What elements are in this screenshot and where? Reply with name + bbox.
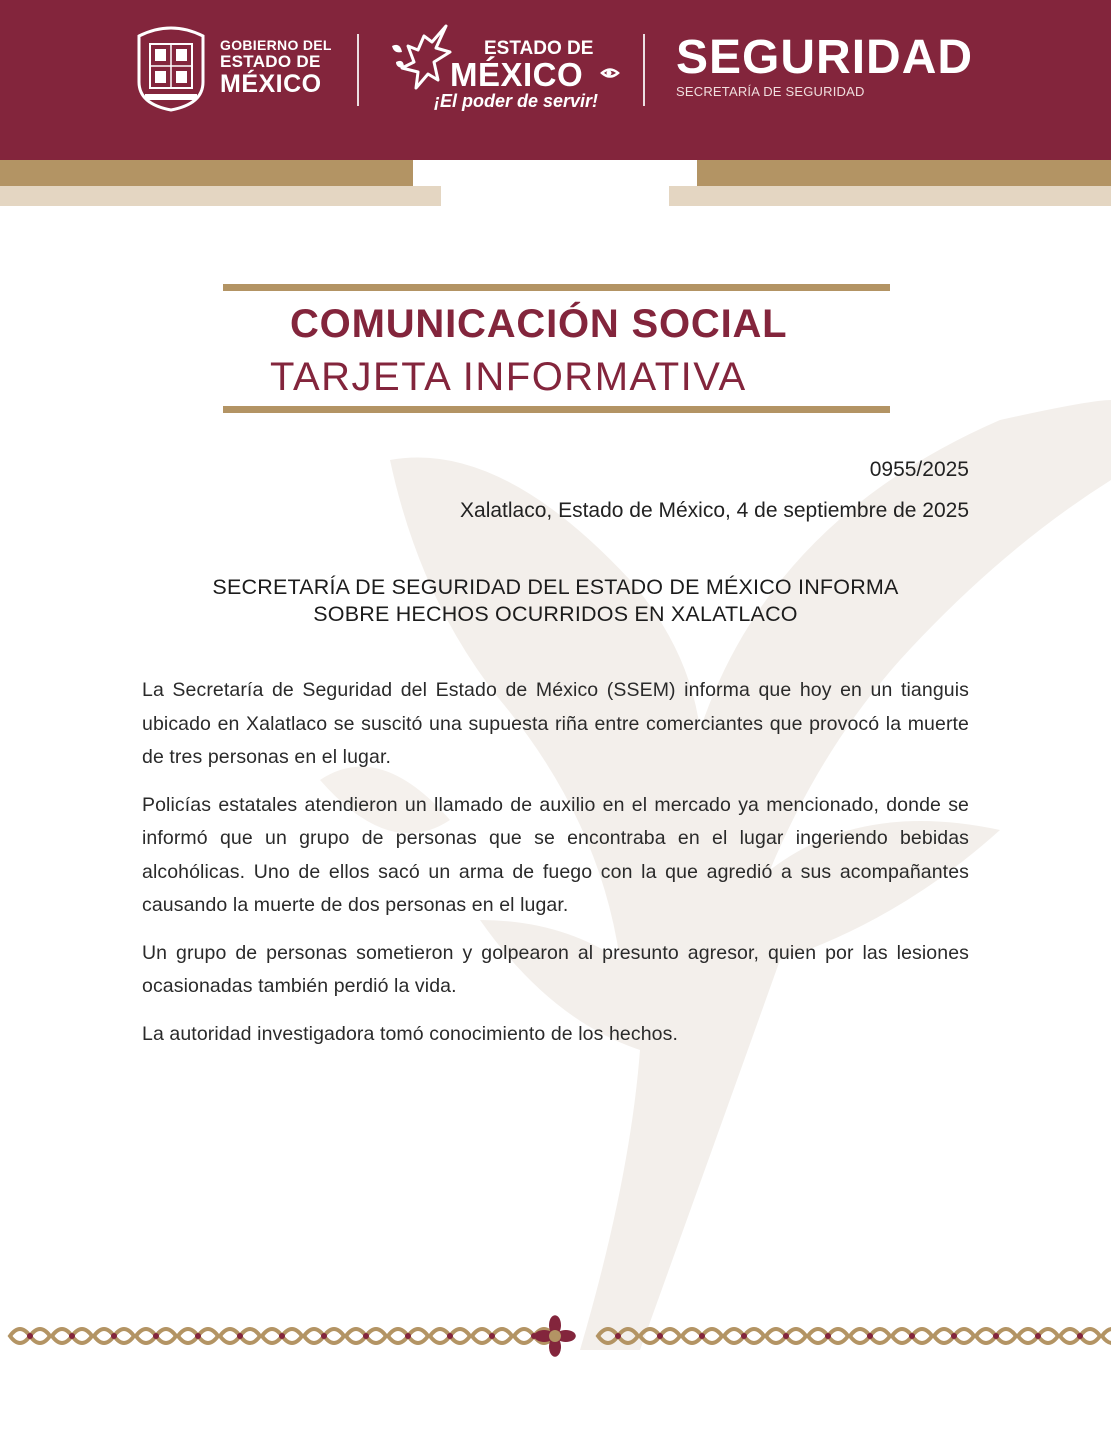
ornament-motif [388,1329,428,1343]
ornament-motif [724,1329,764,1343]
header-gold-bar-right [697,160,1111,186]
ornament-motif [430,1329,470,1343]
gobierno-line-1: GOBIERNO DEL [220,37,332,53]
headline [142,574,969,628]
seguridad-subtitle: SECRETARÍA DE SEGURIDAD [676,84,865,99]
headline-line-1: SECRETARÍA DE SEGURIDAD DEL ESTADO DE MÉXICO INFORMA [212,575,899,599]
ornament-center-flower [534,1315,576,1357]
ornament-motif [1102,1329,1111,1343]
ornament-motif [52,1329,92,1343]
ornament-motif [808,1329,848,1343]
estado-line-2: MÉXICO [450,56,584,93]
ornament-motif [976,1329,1016,1343]
document-number: 0955/2025 [869,458,969,481]
seguridad-title: SEGURIDAD [676,31,974,84]
ornament-motif [472,1329,512,1343]
ornament-motif [346,1329,386,1343]
footer-ornament-icon [0,1306,1111,1366]
ornament-motif [598,1329,638,1343]
flower-small-icon [598,62,620,84]
seguridad-logo-text [676,31,974,99]
gobierno-line-3: MÉXICO [220,69,322,98]
header-divider-1 [357,34,359,106]
body-paragraph-2: Policías estatales atendieron un llamado de auxilio en el mercado ya mencionado, donde se informó que un grupo de personas que se encontraba en el lugar ingeriendo bebidas alcohólicas. Uno de ellos sacó un arma de fuego con la que agredió a sus acompañantes causando la muerte de dos personas en el lugar. [142,793,969,916]
ornament-motif [934,1329,974,1343]
ornament-motif [1060,1329,1100,1343]
header-beige-bar-right [669,186,1111,206]
body-text [142,674,969,1065]
title-sub: TARJETA INFORMATIVA [270,355,747,399]
ornament-motif [766,1329,806,1343]
ornament-motif [850,1329,890,1343]
ornament-motif [94,1329,134,1343]
header-gold-bar-left [0,160,413,186]
title-rule-top [223,284,890,291]
gobierno-logo-text [220,38,332,97]
gobierno-line-2: ESTADO DE [220,51,321,71]
place-date: Xalatlaco, Estado de México, 4 de septiembre de 2025 [460,499,969,522]
header-beige-bar-left [0,186,441,206]
ornament-motif [892,1329,932,1343]
estado-slogan: ¡El poder de servir! [434,91,599,111]
header-divider-2 [643,34,645,106]
ornament-motif [178,1329,218,1343]
body-paragraph-4: La autoridad investigadora tomó conocimiento de los hechos. [142,1022,678,1045]
ornament-motif [10,1329,50,1343]
ornament-motif [262,1329,302,1343]
ornament-motif [682,1329,722,1343]
body-paragraph-1: La Secretaría de Seguridad del Estado de México (SSEM) informa que hoy en un tianguis ubicado en Xalatlaco se suscitó una supuesta riña entre comerciantes que provocó la muerte de tres personas en el lugar. [142,679,969,768]
ornament-motif [640,1329,680,1343]
title-main: COMUNICACIÓN SOCIAL [290,302,788,346]
coat-of-arms-icon [133,24,209,112]
hummingbird-logo-icon [388,22,458,94]
ornament-motif [304,1329,344,1343]
estado-line-1: ESTADO DE [484,38,594,59]
body-paragraph-3: Un grupo de personas sometieron y golpearon al presunto agresor, quien por las lesiones ocasionadas también perdió la vida. [142,941,969,997]
ornament-motif [220,1329,260,1343]
title-rule-bottom [223,406,890,413]
ornament-motif [1018,1329,1058,1343]
headline-line-2: SOBRE HECHOS OCURRIDOS EN XALATLACO [313,602,798,626]
ornament-motif [136,1329,176,1343]
